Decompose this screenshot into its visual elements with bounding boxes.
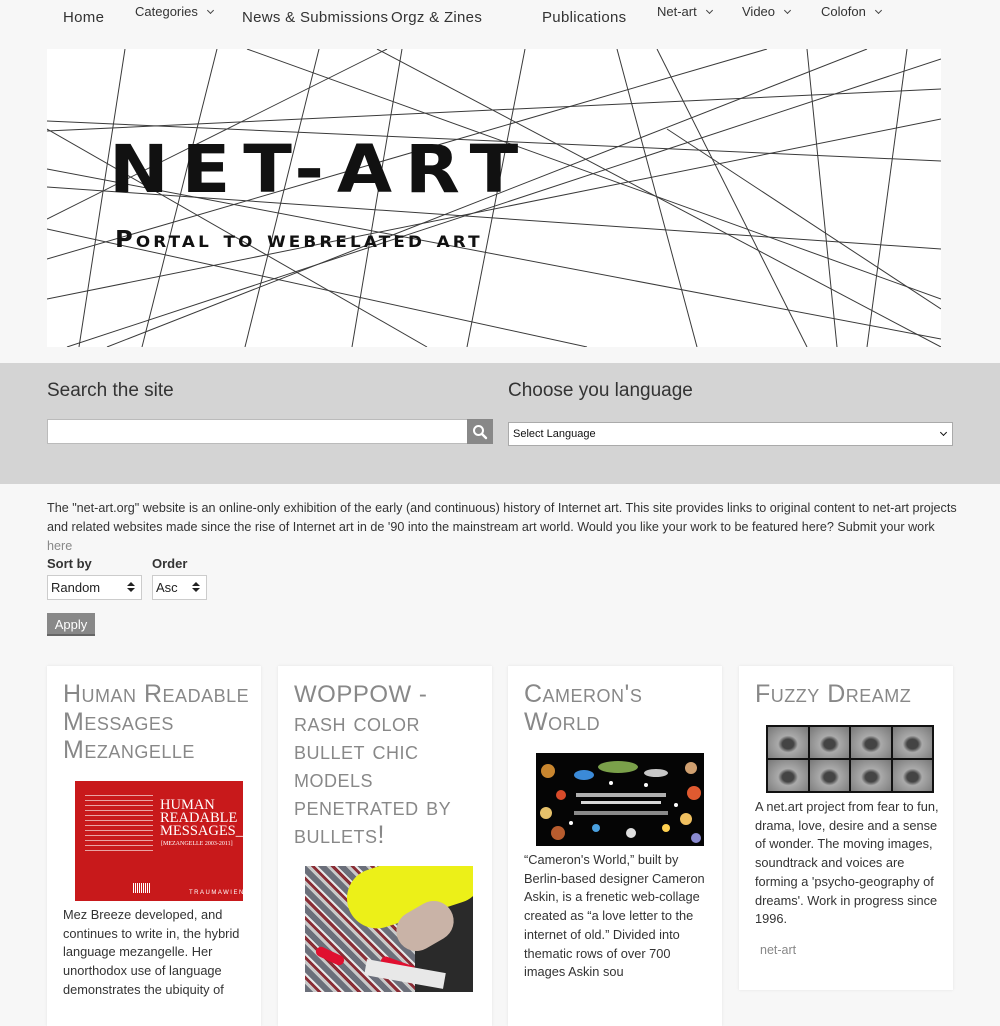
nav-colofon[interactable] [821,4,881,19]
nav-news-submissions[interactable] [242,9,388,26]
search-icon [472,424,488,440]
nav-net-art-label: Net-art [657,4,697,19]
fuzzy-dreamz-eyes-grid[interactable] [766,725,934,793]
eye-frame [810,760,850,791]
order-select[interactable] [152,575,207,600]
nav-colofon-label: Colofon [821,4,866,19]
eye-frame [893,727,933,758]
nav-orgz-zines[interactable] [391,9,482,26]
site-banner[interactable] [47,49,941,347]
language-heading: Choose you language [508,380,693,401]
card-title[interactable]: Fuzzy Dreamz [755,680,912,708]
search-input[interactable] [47,419,468,444]
card-human-readable-messages[interactable] [47,666,261,1026]
nav-video-label: Video [742,4,776,19]
card-fuzzy-dreamz[interactable] [739,666,953,990]
nav-categories[interactable] [135,4,213,19]
apply-button[interactable]: Apply [47,613,95,636]
banner-subtitle: Portal to webrelated art [115,227,483,253]
language-select[interactable] [508,422,953,446]
card-title[interactable]: Cameron's World [524,680,643,736]
sort-by-label: Sort by [47,556,92,571]
nav-home[interactable] [63,9,104,26]
nav-categories-label: Categories [135,4,198,19]
nav-home-label: Home [63,9,105,26]
sort-by-value: Random [51,580,101,595]
book-cover-image[interactable] [75,781,243,901]
book-back-text-block [85,791,153,851]
card-camerons-world[interactable] [508,666,722,1026]
eyes-grid [768,727,932,791]
collage-graphic [536,753,704,846]
nav-orgz-label: Orgz & Zines [391,9,483,26]
intro-paragraph [47,499,957,556]
card-title[interactable] [294,680,484,849]
nav-net-art[interactable] [657,4,712,19]
search-heading: Search the site [47,380,174,401]
eye-frame [768,727,808,758]
eye-frame [851,760,891,791]
language-select-value: Select Language [513,428,596,440]
eye-frame [851,727,891,758]
chevron-down-icon [784,7,791,14]
sort-by-select[interactable] [47,575,142,600]
chevron-down-icon [940,429,947,436]
card-description: Mez Breeze developed, and continues to write in, the hybrid language mezangelle. Her unorthodox use of language demonstrates the ubiquity of [63,907,240,997]
card-title[interactable]: Human Readable Messages Mezangelle [63,680,250,764]
search-language-band [0,363,1000,484]
banner-title: NET-ART [109,131,532,208]
card-description: A net.art project from fear to fun, drama, love, desire and a sense of wonder. The moving images, soundtrack and voices are forming a 'psycho-geography of dreams'. Work in progress since 1996. [755,799,939,927]
search-button[interactable] [467,419,493,444]
eye-frame [810,727,850,758]
order-value: Asc [156,580,178,595]
order-label: Order [152,556,188,571]
book-publisher: TRAUMAWIEN [189,890,245,896]
camerons-world-collage[interactable] [536,753,704,846]
intro-text: The "net-art.org" website is an online-only exhibition of the early (and continuous) history of Internet art. This site provides links to original content to net-art projects and related websites made since the rise of Internet art in de '90 into the mainstream art world. Would you like your work to be featured here? Submit your work [47,501,957,534]
submit-here-link[interactable]: here [47,539,73,553]
card-title-rest: rash color bullet chic models penetrated by bullets! [294,709,452,849]
chevron-down-icon [207,7,214,14]
barcode-icon [133,883,151,893]
nav-news-label: News & Submissions [242,9,389,26]
card-description: “Cameron's World,” built by Berlin-based designer Cameron Askin, is a frenetic web-collage created as “a love letter to the internet of old.” Divided into thematic rows of over 700 images Askin sou [524,852,705,980]
card-title-main: WOPPOW - [294,681,428,708]
eye-frame [768,760,808,791]
nav-publications[interactable] [542,9,626,26]
book-title: HUMAN READABLE MESSAGES_ [160,797,243,839]
chevron-down-icon [706,7,713,14]
nav-publications-label: Publications [542,9,627,26]
category-tag[interactable]: net-art [760,943,797,957]
card-woppow[interactable] [278,666,492,1026]
chevron-down-icon [875,7,882,14]
book-subtitle: [MEZANGELLE 2003-2011] [161,841,233,847]
woppow-photo[interactable] [305,866,473,992]
nav-video[interactable] [742,4,790,19]
eye-frame [893,760,933,791]
main-navigation [0,0,1000,34]
